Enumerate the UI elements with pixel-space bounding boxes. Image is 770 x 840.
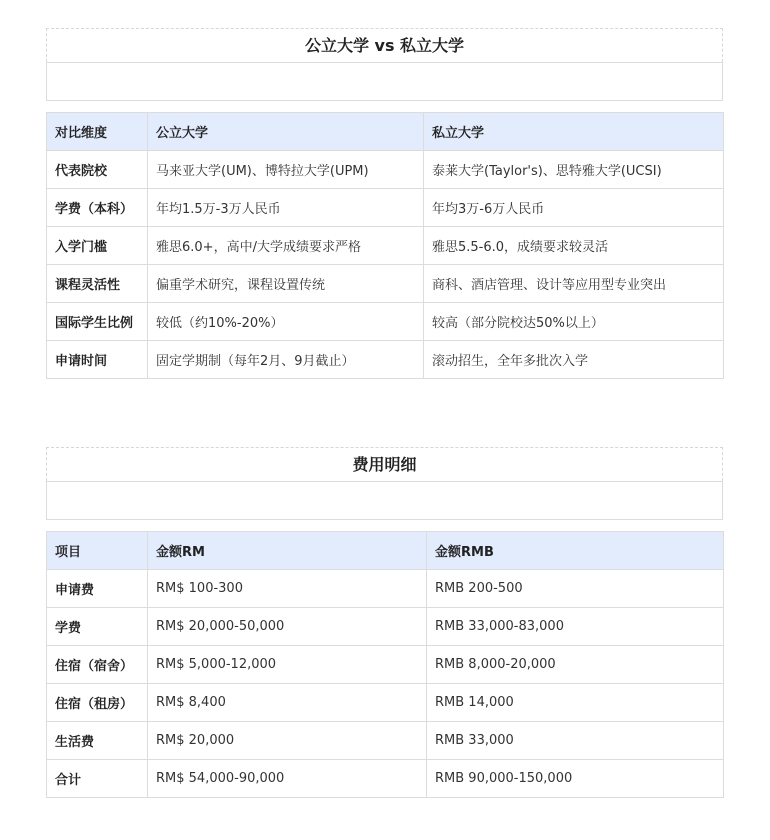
table-cell: 偏重学术研究，课程设置传统	[148, 265, 424, 303]
table-row	[47, 722, 724, 760]
table-cell: RM$ 20,000	[148, 722, 427, 760]
row-label: 生活费	[47, 722, 148, 760]
fees-empty-box	[46, 481, 723, 520]
table-cell: RMB 90,000-150,000	[427, 760, 724, 798]
table-cell: 年均3万-6万人民币	[424, 189, 724, 227]
table-row	[47, 227, 724, 265]
table-row	[47, 341, 724, 379]
table-row	[47, 265, 724, 303]
table-cell: RMB 33,000	[427, 722, 724, 760]
row-label: 合计	[47, 760, 148, 798]
row-label: 申请时间	[47, 341, 148, 379]
row-label: 学费（本科）	[47, 189, 148, 227]
row-label: 国际学生比例	[47, 303, 148, 341]
table-cell: 泰莱大学(Taylor's)、思特雅大学(UCSI)	[424, 151, 724, 189]
header-cell: 项目	[47, 532, 148, 570]
row-label: 住宿（宿舍）	[47, 646, 148, 684]
compare-section	[46, 28, 723, 379]
row-label: 住宿（租房）	[47, 684, 148, 722]
table-cell: 商科、酒店管理、设计等应用型专业突出	[424, 265, 724, 303]
table-row	[47, 189, 724, 227]
table-cell: RM$ 8,400	[148, 684, 427, 722]
fees-section	[46, 447, 723, 798]
table-cell: 滚动招生，全年多批次入学	[424, 341, 724, 379]
table-cell: RMB 8,000-20,000	[427, 646, 724, 684]
table-row	[47, 570, 724, 608]
table-cell: RM$ 54,000-90,000	[148, 760, 427, 798]
table-cell: 雅思5.5-6.0，成绩要求较灵活	[424, 227, 724, 265]
table-cell: RM$ 20,000-50,000	[148, 608, 427, 646]
table-row	[47, 151, 724, 189]
header-cell: 金额RM	[148, 532, 427, 570]
header-cell: 金额RMB	[427, 532, 724, 570]
table-cell: 年均1.5万-3万人民币	[148, 189, 424, 227]
row-label: 申请费	[47, 570, 148, 608]
row-label: 课程灵活性	[47, 265, 148, 303]
header-cell: 私立大学	[424, 113, 724, 151]
table-row	[47, 684, 724, 722]
table-cell: 雅思6.0+，高中/大学成绩要求严格	[148, 227, 424, 265]
table-row	[47, 608, 724, 646]
compare-title: 公立大学 vs 私立大学	[46, 28, 723, 62]
table-cell: 马来亚大学(UM)、博特拉大学(UPM)	[148, 151, 424, 189]
table-row	[47, 760, 724, 798]
row-label: 代表院校	[47, 151, 148, 189]
fees-title: 费用明细	[46, 447, 723, 481]
row-label: 学费	[47, 608, 148, 646]
table-cell: RMB 33,000-83,000	[427, 608, 724, 646]
table-cell: RM$ 100-300	[148, 570, 427, 608]
compare-table	[46, 112, 724, 379]
fees-table	[46, 531, 724, 798]
table-cell: RMB 14,000	[427, 684, 724, 722]
table-header-row	[47, 113, 724, 151]
table-header-row	[47, 532, 724, 570]
table-row	[47, 303, 724, 341]
header-cell: 对比维度	[47, 113, 148, 151]
table-cell: 较低（约10%-20%）	[148, 303, 424, 341]
table-cell: 固定学期制（每年2月、9月截止）	[148, 341, 424, 379]
compare-empty-box	[46, 62, 723, 101]
table-cell: RM$ 5,000-12,000	[148, 646, 427, 684]
table-cell: 较高（部分院校达50%以上）	[424, 303, 724, 341]
table-cell: RMB 200-500	[427, 570, 724, 608]
table-row	[47, 646, 724, 684]
row-label: 入学门槛	[47, 227, 148, 265]
header-cell: 公立大学	[148, 113, 424, 151]
